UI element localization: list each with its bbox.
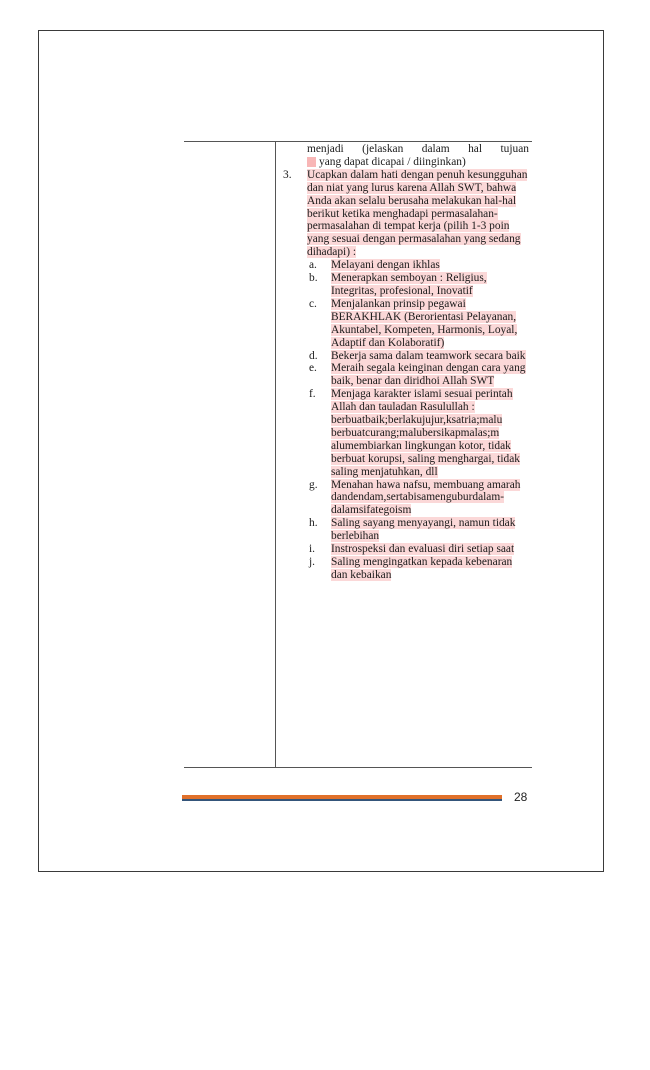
table-cell-content	[283, 143, 529, 582]
list-item: a. Melayani dengan ikhlas	[309, 259, 440, 272]
list-item: g. Menahan hawa nafsu, membuang amarah dandendam,sertabisamenguburdalam-dalamsifategoism	[309, 478, 521, 517]
continuation-text	[283, 143, 529, 169]
continuation-line-1: menjadi (jelaskan dalam hal tujuan	[307, 143, 529, 155]
numbered-item-3	[283, 169, 529, 582]
item-number: 3.	[283, 168, 292, 181]
list-item: h. Saling sayang menyayangi, namun tidak berlebihan	[309, 517, 516, 543]
list-item: j. Saling mengingatkan kepada kebenaran dan kebaikan	[309, 556, 513, 581]
item-intro: Ucapkan dalam hati dengan penuh kesungguhan dan niat yang lurus karena Allah SWT, bahwa Anda akan selalu berusaha melakukan hal-hal berikut ketika menghadapi permasalahan-permasalahan di tempat kerja (pilih 1-3 poin yang sesuai dengan permasalahan yang sedang dihadapi) :	[307, 168, 528, 259]
list-item: c. Menjalankan prinsip pegawai BERAKHLAK (Berorientasi Pelayanan, Akuntabel, Kompeten, Harmonis, Loyal, Adaptif dan Kolaboratif)	[309, 297, 518, 349]
list-item: f. Menjaga karakter islami sesuai perintah Allah dan tauladan Rasulullah : berbuatbaik;berlakujujur,ksatria;malu berbuatcurang;malubersikapmalas;m alumembiarkan lingkungan kotor, tidak berbuat korupsi, saling menghargai, tidak saling menjatuhkan, dll	[309, 388, 520, 478]
content-table	[184, 141, 532, 768]
list-item: i. Instrospeksi dan evaluasi diri setiap saat	[309, 543, 515, 556]
list-item: e. Meraih segala keinginan dengan cara yang baik, benar dan diridhoi Allah SWT	[309, 362, 526, 388]
highlight-marker	[307, 157, 316, 167]
list-item: b. Menerapkan semboyan : Religius, Integritas, profesional, Inovatif	[309, 272, 487, 297]
list-item: d. Bekerja sama dalam teamwork secara baik	[309, 349, 526, 362]
page-number: 28	[514, 790, 528, 804]
table-bottom-border	[184, 767, 532, 768]
footer-divider-bar	[182, 795, 502, 801]
continuation-line-2: yang dapat dicapai / diinginkan)	[307, 156, 529, 169]
table-column-divider	[275, 141, 276, 768]
table-top-border	[184, 141, 532, 142]
